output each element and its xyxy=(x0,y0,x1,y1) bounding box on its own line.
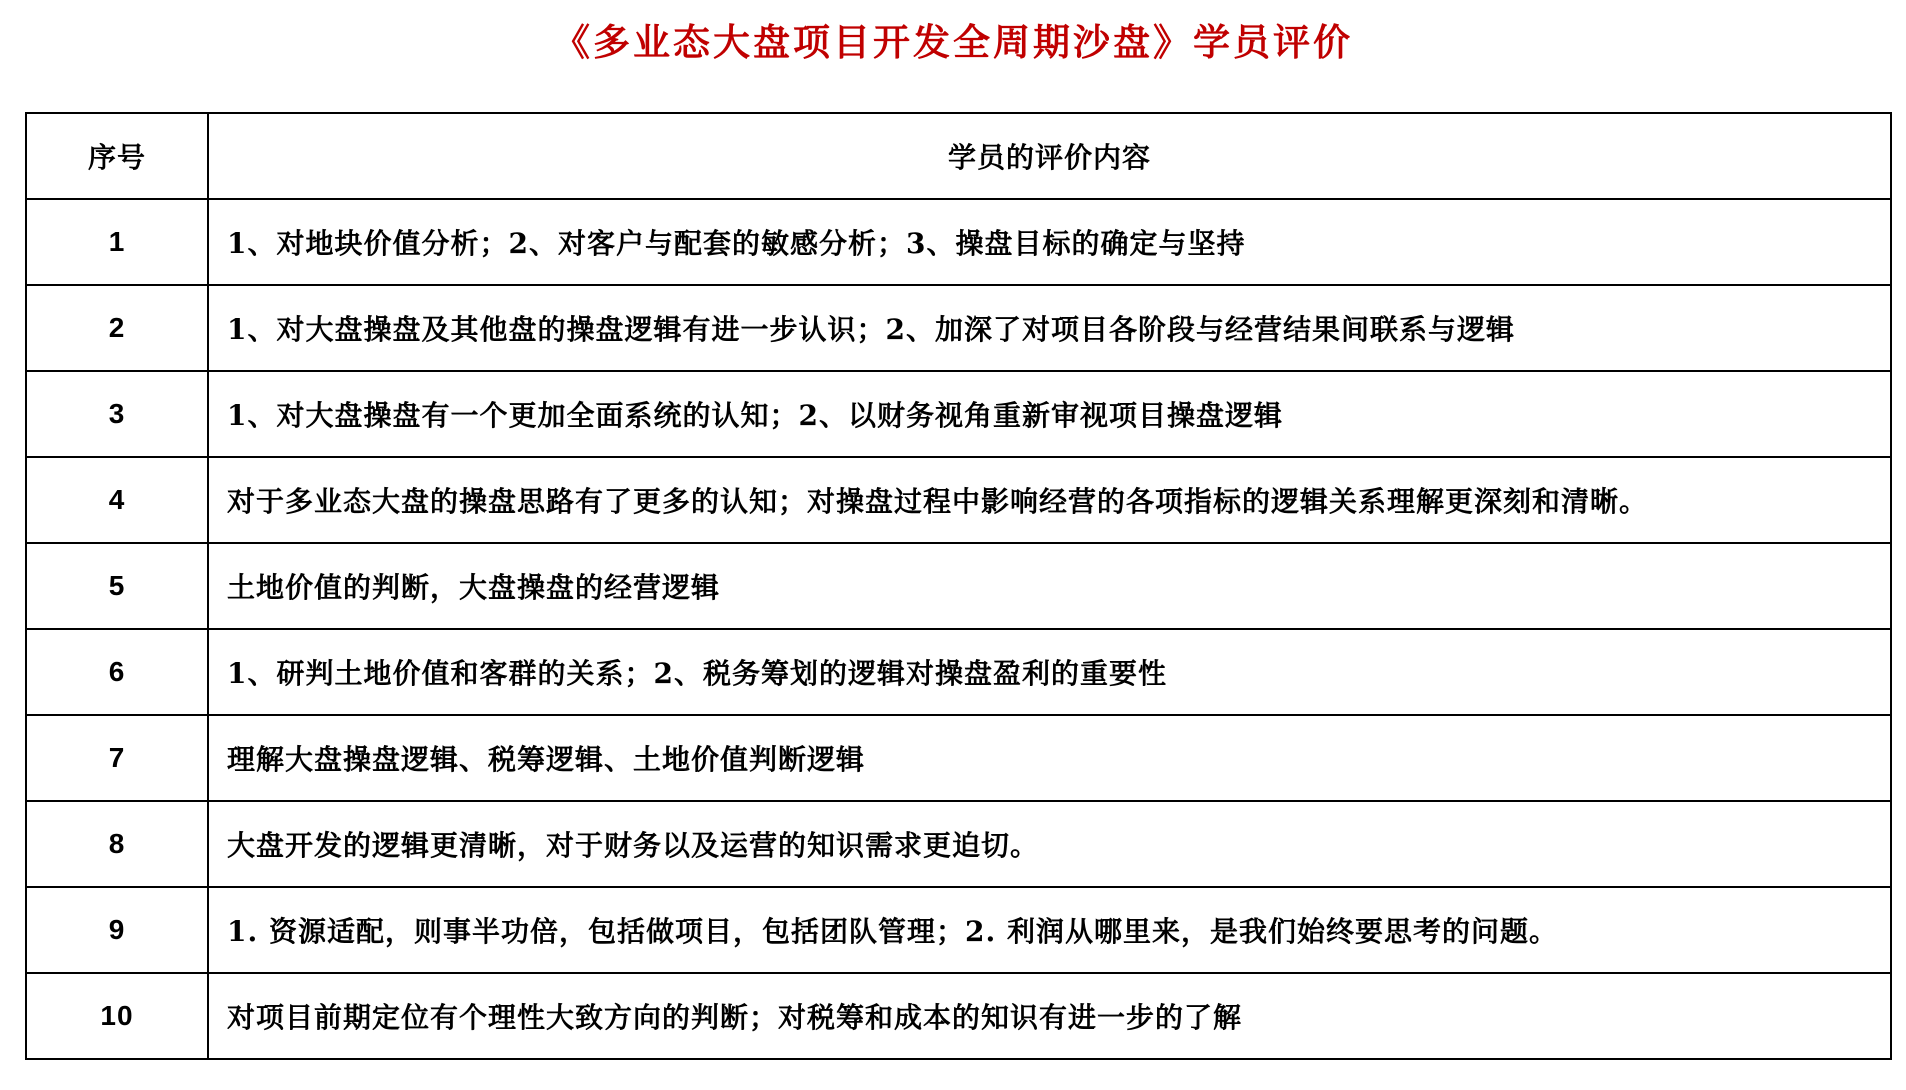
row-number: 4 xyxy=(26,457,208,543)
row-number: 9 xyxy=(26,887,208,973)
table-row xyxy=(26,887,1891,973)
row-content: 1、对大盘操盘及其他盘的操盘逻辑有进一步认识；2、加深了对项目各阶段与经营结果间联系与逻辑 xyxy=(208,285,1891,371)
row-content: 对于多业态大盘的操盘思路有了更多的认知；对操盘过程中影响经营的各项指标的逻辑关系理解更深刻和清晰。 xyxy=(208,457,1891,543)
row-content: 土地价值的判断，大盘操盘的经营逻辑 xyxy=(208,543,1891,629)
table-row xyxy=(26,199,1891,285)
table-row xyxy=(26,801,1891,887)
row-number: 1 xyxy=(26,199,208,285)
page-title: 《多业态大盘项目开发全周期沙盘》学员评价 xyxy=(553,20,1353,64)
table-row xyxy=(26,715,1891,801)
row-number: 7 xyxy=(26,715,208,801)
header-cell-number: 序号 xyxy=(26,113,208,199)
row-number: 5 xyxy=(26,543,208,629)
row-number: 3 xyxy=(26,371,208,457)
row-content: 1、对大盘操盘有一个更加全面系统的认知；2、以财务视角重新审视项目操盘逻辑 xyxy=(208,371,1891,457)
row-number: 8 xyxy=(26,801,208,887)
row-content: 1. 资源适配，则事半功倍，包括做项目，包括团队管理；2. 利润从哪里来，是我们始终要思考的问题。 xyxy=(208,887,1891,973)
table-row xyxy=(26,543,1891,629)
row-number: 6 xyxy=(26,629,208,715)
table-body xyxy=(26,199,1891,1059)
evaluation-table xyxy=(25,112,1892,1060)
header-cell-content: 学员的评价内容 xyxy=(208,113,1891,199)
table-row xyxy=(26,457,1891,543)
table-row xyxy=(26,629,1891,715)
row-content: 理解大盘操盘逻辑、税筹逻辑、土地价值判断逻辑 xyxy=(208,715,1891,801)
header-row xyxy=(26,113,1891,199)
table-header xyxy=(26,113,1891,199)
table-row xyxy=(26,285,1891,371)
table-row xyxy=(26,371,1891,457)
row-content: 1、对地块价值分析；2、对客户与配套的敏感分析；3、操盘目标的确定与坚持 xyxy=(208,199,1891,285)
table-row xyxy=(26,973,1891,1059)
row-number: 2 xyxy=(26,285,208,371)
row-content: 大盘开发的逻辑更清晰，对于财务以及运营的知识需求更迫切。 xyxy=(208,801,1891,887)
row-content: 1、研判土地价值和客群的关系；2、税务筹划的逻辑对操盘盈利的重要性 xyxy=(208,629,1891,715)
row-content: 对项目前期定位有个理性大致方向的判断；对税筹和成本的知识有进一步的了解 xyxy=(208,973,1891,1059)
row-number: 10 xyxy=(26,973,208,1059)
